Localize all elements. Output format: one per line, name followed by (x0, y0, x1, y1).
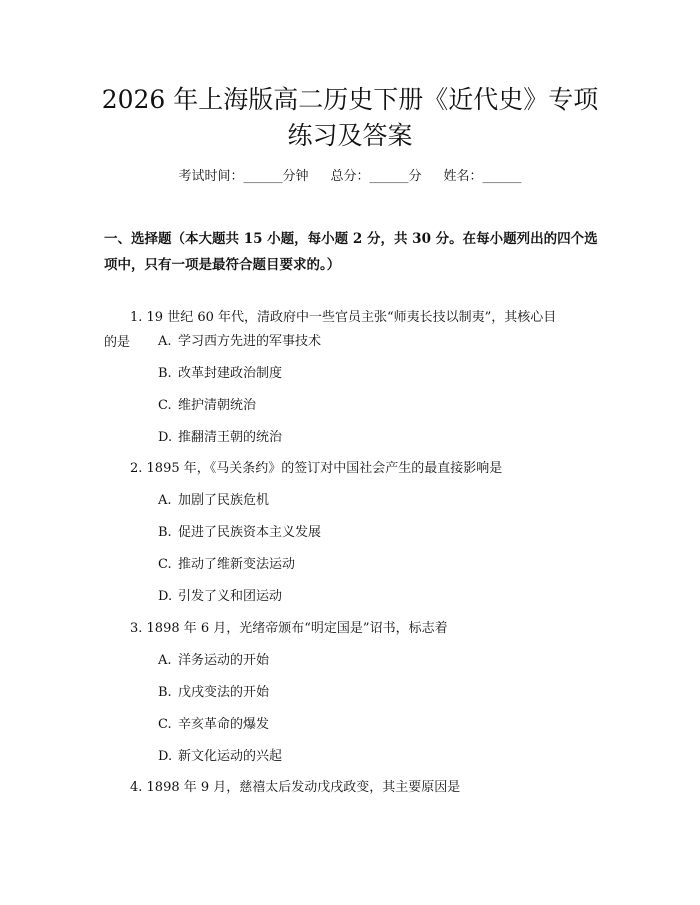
option-text: 洋务运动的开始 (178, 653, 270, 668)
option-letter: D. (158, 749, 173, 764)
option-text: 引发了义和团运动 (178, 589, 283, 604)
question-2-option-a (158, 490, 588, 512)
option-letter: A. (158, 493, 172, 508)
exam-time-field: 考试时间：______分钟 (178, 169, 309, 184)
question-3-option-b (158, 682, 588, 704)
question-1-stem-cont: 的是 (104, 335, 131, 350)
question-1-option-d (158, 427, 588, 449)
option-text: 学习西方先进的军事技术 (178, 334, 322, 349)
section-heading-line2: 项中，只有一项是最符合题目要求的。） (104, 257, 341, 273)
section-heading-line1: 一、选择题（本大题共 15 小题，每小题 2 分，共 30 分。在每小题列出的四个选 (104, 231, 598, 247)
question-2-option-b (158, 522, 588, 544)
question-1-stem: 1. 19 世纪 60 年代，清政府中一些官员主张“师夷长技以制夷”，其核心目 (130, 310, 557, 325)
option-letter: D. (158, 430, 173, 445)
document-title-line2: 练习及答案 (287, 121, 413, 150)
exam-name-field: 姓名：______ (443, 169, 522, 184)
question-1-option-a (158, 331, 588, 353)
option-letter: B. (158, 685, 172, 700)
option-text: 加剧了民族危机 (178, 493, 270, 508)
option-text: 促进了民族资本主义发展 (178, 525, 322, 540)
option-letter: B. (158, 366, 172, 381)
option-letter: D. (158, 589, 173, 604)
option-letter: C. (158, 717, 172, 732)
question-3-option-c (158, 714, 588, 736)
option-text: 戊戌变法的开始 (178, 685, 270, 700)
exam-info-line (0, 166, 700, 188)
question-2-option-d (158, 586, 588, 608)
question-1-option-c (158, 395, 588, 417)
option-letter: B. (158, 525, 172, 540)
question-2-option-c (158, 554, 588, 576)
option-letter: C. (158, 398, 172, 413)
question-3-option-a (158, 650, 588, 672)
option-letter: A. (158, 334, 172, 349)
option-text: 维护清朝统治 (178, 398, 257, 413)
option-letter: C. (158, 557, 172, 572)
question-4-stem: 4. 1898 年 9 月，慈禧太后发动戊戌政变，其主要原因是 (130, 780, 461, 795)
option-text: 新文化运动的兴起 (178, 749, 283, 764)
option-letter: A. (158, 653, 172, 668)
option-text: 推动了维新变法运动 (178, 557, 296, 572)
question-3-stem: 3. 1898 年 6 月，光绪帝颁布“明定国是”诏书，标志着 (130, 621, 448, 636)
exam-score-field: 总分：______分 (330, 169, 422, 184)
question-3-option-d (158, 746, 588, 768)
question-1-option-b (158, 363, 588, 385)
question-2-stem: 2. 1895 年，《马关条约》的签订对中国社会产生的最直接影响是 (130, 461, 503, 476)
option-text: 改革封建政治制度 (178, 366, 283, 381)
option-text: 辛亥革命的爆发 (178, 717, 270, 732)
option-text: 推翻清王朝的统治 (178, 430, 283, 445)
document-title-line1: 2026 年上海版高二历史下册《近代史》专项 (101, 85, 599, 114)
